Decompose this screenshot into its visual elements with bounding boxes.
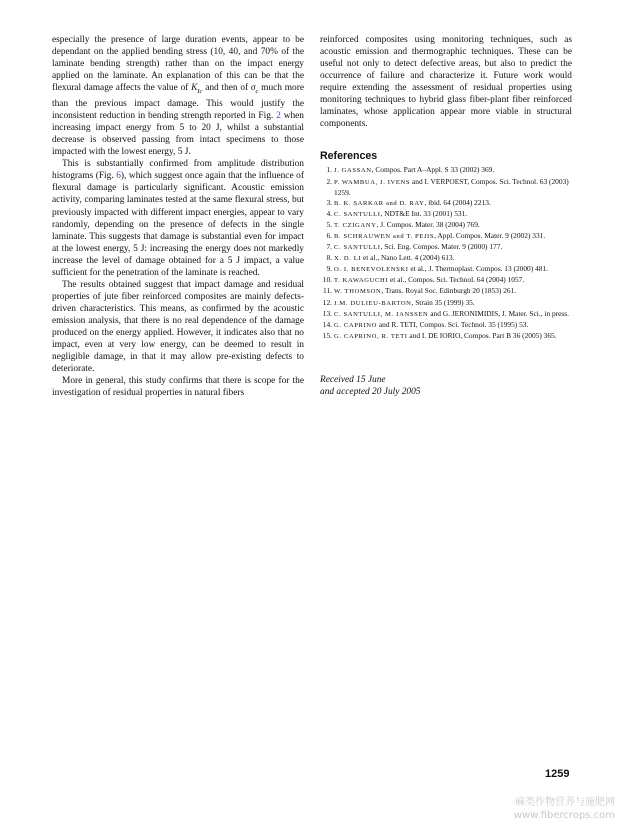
reference-authors: G. CAPRINO [334,321,378,329]
reference-item [320,275,572,286]
reference-authors: O. I. BENEVOLENSKI [334,266,409,274]
reference-citation: , Sci. Eng. Compos. Mater. 9 (2000) 177. [380,242,503,252]
left-column [52,34,304,399]
reference-number: 11. [323,286,332,296]
paragraph-1 [52,34,304,158]
reference-number: 8. [326,253,332,263]
reference-citation: and I. DE IORIO, Compos. Part B 36 (2005) 365. [407,330,557,340]
figure-6-link[interactable]: 6 [116,171,121,182]
reference-number: 3. [326,197,332,207]
reference-citation: et al., J. Thermoplast. Compos. 13 (2000) 481. [408,264,548,274]
reference-authors: T. CZIGANY [334,221,377,229]
right-column [320,34,572,398]
received-date [320,374,572,398]
sigma-subscript: c [255,88,259,96]
reference-authors: J.M. DULIEU-BARTON [334,299,412,307]
watermark-line-1: 麻类作物营养与施肥网 [515,797,615,808]
reference-authors: W. THOMSON [334,288,382,296]
reference-item [320,309,572,320]
reference-number: 12. [322,297,332,307]
watermark-line-2: www.fibercrops.com [513,810,615,821]
reference-item [320,198,572,209]
reference-number: 2. [326,176,332,186]
right-paragraph: reinforced composites using monitoring techniques, such as acoustic emission and thermographic techniques. These can be useful not only to detect defective areas, but also to predict the occurrence of failure and characterize it. Future work would require extending the assessment of residual properties using monitoring techniques to hybrid glass fiber-plant fiber reinforced laminates, whose application appear more viable in structural components. [320,35,572,130]
reference-number: 9. [326,264,332,274]
reference-authors: T. KAWAGUCHI [334,277,389,285]
paragraph-2 [52,158,304,278]
accepted-line: and accepted 20 July 2005 [320,386,421,397]
reference-authors: C. SANTULLI [334,244,381,252]
reference-number: 15. [322,330,332,340]
reference-item [320,253,572,264]
reference-authors: C. SANTULLI, M. JANSSEN [334,310,429,318]
paragraph-4: More in general, this study confirms that there is scope for the investigation of residual properties in natural fibers [52,376,304,399]
reference-item [320,242,572,253]
kic-subscript: Ic [197,88,203,96]
received-line: Received 15 June [320,374,386,385]
reference-number: 5. [326,219,332,229]
reference-citation: et al., Compos. Sci. Technol. 64 (2004) 1057. [388,275,525,285]
paragraph-1-text: especially the presence of large duration events, appear to be dependant on the applied bending stress (10, 40, and 70% of the laminate bending strength) rather than on the impact energy applied on the laminate. An explanation of this can be that the flexural damage affects the value of [52,35,304,94]
paragraph-2-end: ), which suggest once again that the influence of flexural damage is particularly significant. Acoustic emission activity, comparing laminates tested at the same flexural stress, but previously impacted with different impact energies, appear to vary randomly, depending on the presence of defects in the single laminate. This suggests that damage is substantial even for impact at the lowest energy, 5 J: increasing the energy does not markedly increase the level of damage obtained for a 5 J impact, a value sufficient for the penetration of the laminate is reached. [52,171,304,278]
reference-authors: J. GASSAN [334,167,372,175]
reference-item [320,298,572,309]
reference-number: 1. [326,165,332,175]
reference-number: 6. [326,230,332,240]
paragraph-1-tail: when increasing impact energy from 5 to 20 J, whilst a substantial decrease is observed passing from intact specimens to those impacted with the lowest energy, 5 J. [52,111,304,158]
reference-citation: and R. TETI, Compos. Sci. Technol. 35 (1995) 53. [377,319,529,329]
watermark [497,796,615,822]
paragraph-1-mid: and then of [202,83,251,94]
reference-citation: , Appl. Compos. Mater. 9 (2002) 331. [434,230,546,240]
reference-item [320,209,572,220]
reference-authors: B. K. SARKAR and D. RAY [334,199,425,207]
reference-item [320,320,572,331]
reference-citation: and I. VERPOEST, Compos. Sci. Technol. 63 (2003) 1259. [334,176,569,197]
reference-citation: , Compos. Part A–Appl. S 33 (2002) 369. [371,165,495,175]
reference-authors: P. WAMBUA, J. IVENS [334,178,411,186]
reference-citation: , Trans. Royal Soc. Edinburgh 20 (1853) 261. [381,286,517,296]
reference-item [320,165,572,176]
reference-citation: et al., Nano Lett. 4 (2004) 613. [361,253,455,263]
reference-item [320,177,572,198]
reference-authors: G. CAPRINO, R. TETI [334,332,408,340]
reference-number: 14. [322,319,332,329]
reference-citation: and G. JERONIMIDIS, J. Mater. Sci., in press. [428,308,570,318]
reference-item [320,264,572,275]
references-heading: References [320,150,378,163]
reference-authors: B. SCHRAUWEN and T. PEJIS [334,232,435,240]
sigma-symbol: σ [250,83,256,94]
reference-number: 13. [322,308,332,318]
reference-number: 4. [326,208,332,218]
references-list [320,165,572,342]
reference-item [320,331,572,342]
paragraph-3: The results obtained suggest that impact damage and residual properties of jute fiber reinforced composites are mainly defects-driven characteristics. This means, as confirmed by the acoustic emission analysis, that there is no real dependence of the damage produced on the energy applied. However, it indicates also that no impact, even at very low energy, can be deemed to result in negligible damage, in that it may allow pre-existing defects to deteriorate. [52,279,304,375]
reference-item [320,286,572,297]
figure-2-link[interactable]: 2 [276,111,281,122]
page-number: 1259 [545,768,570,780]
reference-authors: X. D. LI [334,255,362,263]
reference-item [320,220,572,231]
reference-item [320,231,572,242]
reference-citation: , ibid. 64 (2004) 2213. [424,197,491,207]
reference-citation: , Strain 35 (1999) 35. [411,297,475,307]
reference-number: 10. [322,275,332,285]
paragraph-1-end: much more than the previous impact damage. This would justify the inconsistent reduction in bending strength reported in Fig. [52,83,304,122]
reference-citation: , NDT&E Int. 33 (2001) 531. [380,208,468,218]
reference-authors: C. SANTULLI [334,210,381,218]
kic-symbol: K [191,83,198,94]
reference-citation: , J. Compos. Mater. 38 (2004) 769. [376,219,480,229]
reference-number: 7. [326,242,332,252]
paragraph-2-start: This is substantially confirmed from amplitude distribution histograms (Fig. [52,159,304,182]
